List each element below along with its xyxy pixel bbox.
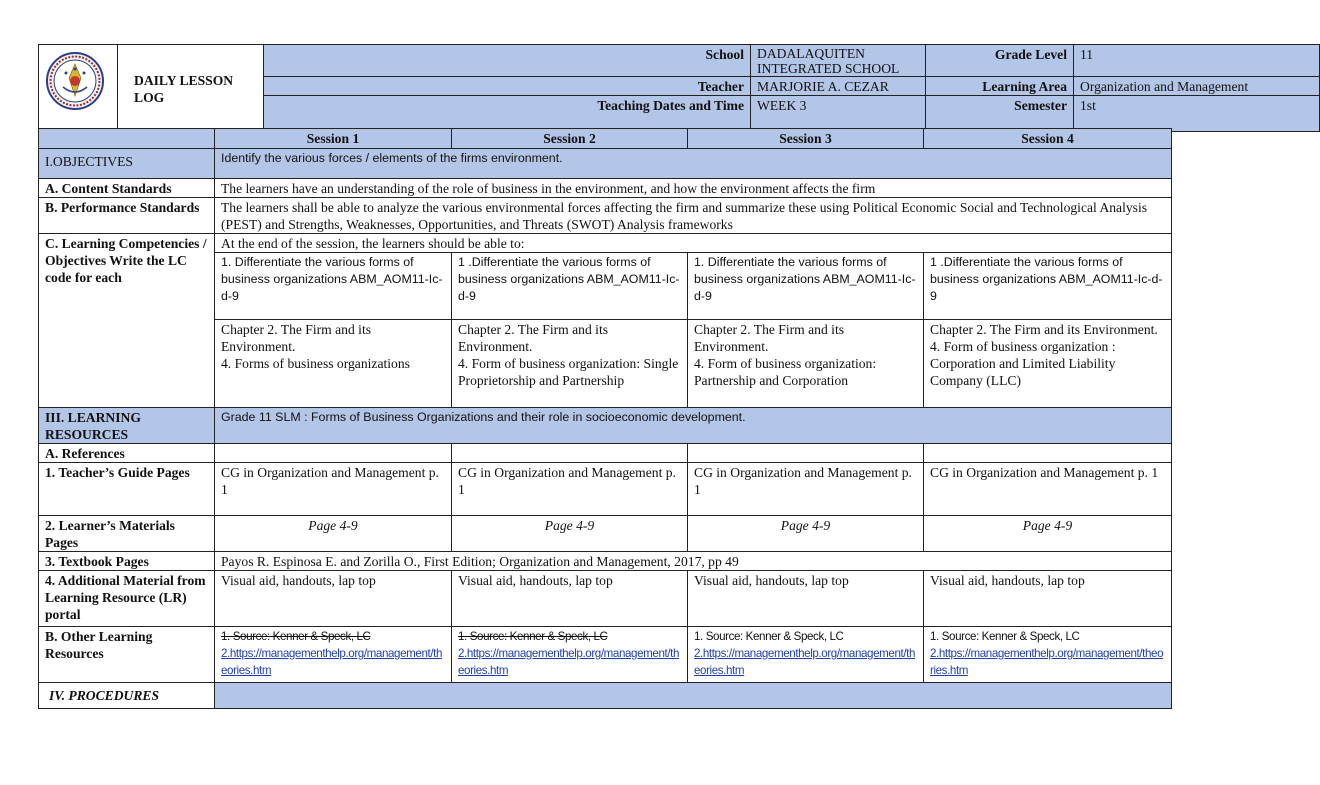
chapter-cell-1: [215, 320, 452, 408]
competency-1: 1. Differentiate the various forms of business organizations ABM_AOM11-Ic-d-9: [215, 253, 452, 320]
teachers-guide-3: CG in Organization and Management p. 1: [688, 463, 924, 516]
textbook-label: 3. Textbook Pages: [39, 552, 215, 571]
session-4-header: Session 4: [924, 129, 1172, 149]
chapter-form: 4. Form of business organization: Single Proprietorship and Partnership: [458, 356, 679, 388]
source-text: 1. Source: Kenner & Speck, LC: [458, 630, 608, 643]
references-row: [39, 444, 1172, 463]
chapter-title: Chapter 2. The Firm and its Environment.: [221, 322, 372, 354]
area-value: Organization and Management: [1074, 77, 1320, 96]
chapter-form: 4. Forms of business organizations: [221, 356, 410, 371]
learning-resources-label: III. LEARNING RESOURCES: [39, 408, 215, 444]
chapter-form: 4. Form of business organization: Partnership and Corporation: [694, 356, 877, 388]
content-standards-text: The learners have an understanding of the role of business in the environment, and how the environment affects the firm: [215, 179, 1172, 198]
competencies-intro: At the end of the session, the learners should be able to:: [215, 234, 1172, 253]
chapter-cell-4: [924, 320, 1172, 408]
additional-material-4: Visual aid, handouts, lap top: [924, 571, 1172, 627]
procedures-row: [39, 683, 1172, 709]
content-standards-label: A. Content Standards: [39, 179, 215, 198]
content-standards-row: [39, 179, 1172, 198]
session-2-header: Session 2: [452, 129, 688, 149]
school-value: DADALAQUITEN INTEGRATED SCHOOL: [751, 45, 926, 77]
learners-materials-3: Page 4-9: [688, 516, 924, 552]
teachers-guide-label: 1. Teacher’s Guide Pages: [39, 463, 215, 516]
chapter-cell-3: [688, 320, 924, 408]
chapter-form: 4. Form of business organization : Corporation and Limited Liability Company (LLC): [930, 339, 1116, 388]
procedures-label: IV. PROCEDURES: [39, 683, 215, 709]
learners-materials-2: Page 4-9: [452, 516, 688, 552]
source-text: 1. Source: Kenner & Speck, LC: [694, 630, 844, 643]
resource-link[interactable]: 2.https://managementhelp.org/management/theories.htm: [930, 647, 1164, 677]
competencies-label: C. Learning Competencies / Objectives Write the LC code for each: [39, 234, 215, 408]
learners-materials-4: Page 4-9: [924, 516, 1172, 552]
chapter-title: Chapter 2. The Firm and its Environment.: [930, 322, 1158, 337]
teacher-value: MARJORIE A. CEZAR: [751, 77, 926, 96]
school-label: School: [264, 45, 751, 77]
competency-2: 1 .Differentiate the various forms of business organizations ABM_AOM11-Ic-d-9: [452, 253, 688, 320]
performance-standards-text: The learners shall be able to analyze the various environmental forces affecting the firm and summarize these using Political Economic Social and Technological Analysis (PEST) and Strengths, Weaknesses, Opportunities, and Threats (SWOT) Analysis frameworks: [215, 198, 1172, 234]
logo-cell: [39, 45, 118, 132]
references-label: A. References: [39, 444, 215, 463]
textbook-text: Payos R. Espinosa E. and Zorilla O., First Edition; Organization and Management, 2017, pp 49: [215, 552, 1172, 571]
semester-label: Semester: [926, 96, 1074, 132]
other-resources-4: [924, 627, 1172, 683]
teachers-guide-4: CG in Organization and Management p. 1: [924, 463, 1172, 516]
textbook-row: [39, 552, 1172, 571]
grade-value: 11: [1074, 45, 1320, 77]
session-header-row: [39, 129, 1172, 149]
objectives-text: Identify the various forces / elements of the firms environment.: [215, 149, 1172, 179]
grade-label: Grade Level: [926, 45, 1074, 77]
chapter-title: Chapter 2. The Firm and its Environment.: [694, 322, 845, 354]
semester-value: 1st: [1074, 96, 1320, 132]
additional-material-3: Visual aid, handouts, lap top: [688, 571, 924, 627]
additional-material-label: 4. Additional Material from Learning Resource (LR) portal: [39, 571, 215, 627]
resource-link[interactable]: 2.https://managementhelp.org/management/theories.htm: [694, 647, 916, 677]
teachers-guide-1: CG in Organization and Management p. 1: [215, 463, 452, 516]
competencies-intro-row: [39, 234, 1172, 253]
learning-resources-row: [39, 408, 1172, 444]
additional-material-row: [39, 571, 1172, 627]
doc-title: DAILY LESSON LOG: [118, 45, 264, 132]
learners-materials-row: [39, 516, 1172, 552]
session-1-header: Session 1: [215, 129, 452, 149]
objectives-row: [39, 149, 1172, 179]
competency-4: 1 .Differentiate the various forms of business organizations ABM_AOM11-Ic-d-9: [924, 253, 1172, 320]
objectives-label: I.OBJECTIVES: [39, 149, 215, 179]
learning-resources-text: Grade 11 SLM : Forms of Business Organizations and their role in socioeconomic development.: [215, 408, 1172, 444]
other-resources-label: B. Other Learning Resources: [39, 627, 215, 683]
dates-value: WEEK 3: [751, 96, 926, 132]
teachers-guide-row: [39, 463, 1172, 516]
resource-link[interactable]: 2.https://managementhelp.org/management/theories.htm: [458, 647, 680, 677]
area-label: Learning Area: [926, 77, 1074, 96]
performance-standards-label: B. Performance Standards: [39, 198, 215, 234]
learners-materials-label: 2. Learner’s Materials Pages: [39, 516, 215, 552]
chapter-cell-2: [452, 320, 688, 408]
dates-label: Teaching Dates and Time: [264, 96, 751, 132]
other-resources-2: [452, 627, 688, 683]
teacher-label: Teacher: [264, 77, 751, 96]
additional-material-1: Visual aid, handouts, lap top: [215, 571, 452, 627]
additional-material-2: Visual aid, handouts, lap top: [452, 571, 688, 627]
competency-3: 1. Differentiate the various forms of business organizations ABM_AOM11-Ic-d-9: [688, 253, 924, 320]
performance-standards-row: [39, 198, 1172, 234]
chapter-title: Chapter 2. The Firm and its Environment.: [458, 322, 609, 354]
session-3-header: Session 3: [688, 129, 924, 149]
lesson-table: [38, 128, 1172, 709]
header-table: [38, 44, 1320, 132]
learners-materials-1: Page 4-9: [215, 516, 452, 552]
resource-link[interactable]: 2.https://managementhelp.org/management/theories.htm: [221, 647, 443, 677]
teachers-guide-2: CG in Organization and Management p. 1: [452, 463, 688, 516]
deped-seal-icon: [45, 51, 105, 111]
source-text: 1. Source: Kenner & Speck, LC: [221, 630, 371, 643]
other-resources-1: [215, 627, 452, 683]
source-text: 1. Source: Kenner & Speck, LC: [930, 630, 1080, 643]
other-resources-3: [688, 627, 924, 683]
other-resources-row: [39, 627, 1172, 683]
